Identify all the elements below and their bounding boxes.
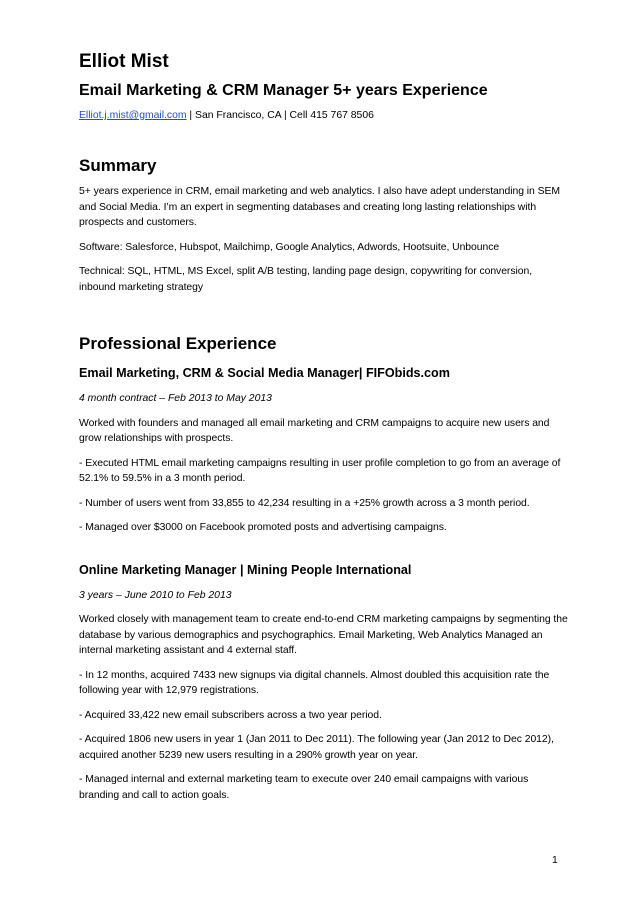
contact-details: | San Francisco, CA | Cell 415 767 8506 <box>186 110 374 121</box>
summary-paragraph: 5+ years experience in CRM, email marketing and web analytics. I also have adept understanding in SEM and Social Media. I’m an expert in segmenting databases and creating long lasting relationships with prospects and customers. <box>79 186 560 228</box>
contact-line <box>79 108 569 124</box>
summary-heading: Summary <box>79 156 157 175</box>
job-description: Worked with founders and managed all email marketing and CRM campaigns to acquire new users and grow relationships with prospects. <box>79 417 550 444</box>
job-achievement: - Managed internal and external marketing team to execute over 240 email campaigns with various branding and call to action goals. <box>79 774 529 801</box>
candidate-name: Elliot Mist <box>79 51 169 72</box>
candidate-role: Email Marketing & CRM Manager 5+ years Experience <box>79 82 488 99</box>
job-achievement: - Acquired 33,422 new email subscribers across a two year period. <box>79 709 382 721</box>
software-skills: Software: Salesforce, Hubspot, Mailchimp, Google Analytics, Adwords, Hootsuite, Unbounce <box>79 241 500 253</box>
job-period: 4 month contract – Feb 2013 to May 2013 <box>79 393 272 404</box>
job-mining-people <box>79 561 569 804</box>
job-period: 3 years – June 2010 to Feb 2013 <box>79 589 232 601</box>
job-achievement: - Number of users went from 33,855 to 42,234 resulting in a +25% growth across a 3 month period. <box>79 497 530 509</box>
job-title: Online Marketing Manager | Mining People International <box>79 562 412 577</box>
job-title: Email Marketing, CRM & Social Media Manager| FIFObids.com <box>79 366 450 380</box>
email-link[interactable]: Elliot.j.mist@gmail.com <box>79 110 187 121</box>
job-achievement: - Acquired 1806 new users in year 1 (Jan 2011 to Dec 2011). The following year (Jan 2012 to Dec 2012), acquired another 5239 new users resulting in a 290% growth year on year. <box>79 734 554 761</box>
job-description: Worked closely with management team to create end-to-end CRM marketing campaigns by segmenting the database by various demographics and psychographics. Email Marketing, Web Analytics Managed an internal marketing assistant and 4 external staff. <box>79 614 568 656</box>
page-number: 1 <box>552 855 558 866</box>
resume-content <box>79 50 569 812</box>
job-achievement: - Managed over $3000 on Facebook promoted posts and advertising campaigns. <box>79 522 447 533</box>
job-achievement: - Executed HTML email marketing campaigns resulting in user profile completion to go from an average of 52.1% to 59.5% in a 3 month period. <box>79 457 561 484</box>
experience-heading: Professional Experience <box>79 334 277 353</box>
job-achievement: - In 12 months, acquired 7433 new signups via digital channels. Almost doubled this acquisition rate the following year with 12,979 registrations. <box>79 669 550 696</box>
technical-skills: Technical: SQL, HTML, MS Excel, split A/B testing, landing page design, copywriting for conversion, inbound marketing strategy <box>79 266 533 293</box>
job-fifobids <box>79 364 569 536</box>
